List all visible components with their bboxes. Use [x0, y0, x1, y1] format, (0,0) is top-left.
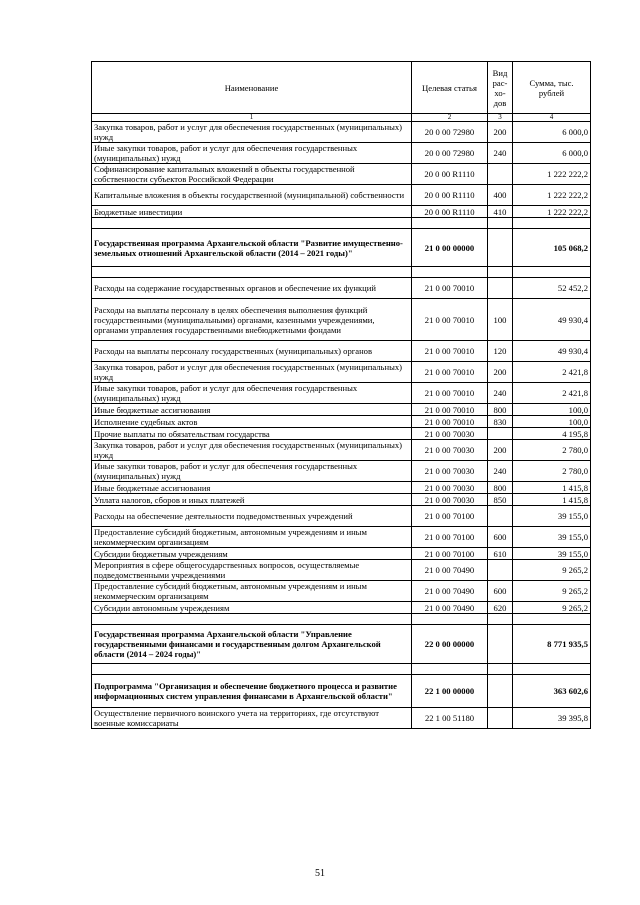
table-row [92, 527, 591, 548]
name-cell: Предоставление субсидий бюджетным, автономным учреждениям и иным некоммерческим организациям [92, 581, 412, 602]
expense-type-cell [488, 506, 513, 527]
spacer-row [92, 218, 591, 229]
code-cell: 22 0 00 00000 [412, 625, 488, 664]
expense-type-cell: 400 [488, 185, 513, 206]
expense-type-cell: 410 [488, 206, 513, 218]
name-cell: Софинансирование капитальных вложений в объекты государственной собственности субъектов Российской Федерации [92, 164, 412, 185]
expense-type-cell: 120 [488, 341, 513, 362]
spacer-row [92, 664, 591, 675]
spacer-cell [488, 664, 513, 675]
code-cell: 20 0 00 72980 [412, 143, 488, 164]
table-row [92, 122, 591, 143]
table-row [92, 416, 591, 428]
amount-cell: 1 415,8 [513, 482, 591, 494]
table-row [92, 206, 591, 218]
spacer-row [92, 267, 591, 278]
expense-type-cell [488, 278, 513, 299]
spacer-cell [92, 218, 412, 229]
table-row [92, 185, 591, 206]
expense-type-cell: 600 [488, 581, 513, 602]
table-row [92, 548, 591, 560]
amount-cell: 39 155,0 [513, 548, 591, 560]
spacer-cell [488, 218, 513, 229]
table-row [92, 383, 591, 404]
code-cell: 21 0 00 70030 [412, 428, 488, 440]
expense-type-cell [488, 560, 513, 581]
amount-cell: 2 780,0 [513, 440, 591, 461]
code-cell: 21 0 00 00000 [412, 229, 488, 267]
name-cell: Иные закупки товаров, работ и услуг для обеспечения государственных (муниципальных) нужд [92, 383, 412, 404]
code-cell: 21 0 00 70030 [412, 461, 488, 482]
name-cell: Закупка товаров, работ и услуг для обеспечения государственных (муниципальных) нужд [92, 440, 412, 461]
code-cell: 21 0 00 70100 [412, 506, 488, 527]
table-row [92, 482, 591, 494]
spacer-cell [92, 267, 412, 278]
table-row [92, 143, 591, 164]
code-cell: 21 0 00 70010 [412, 416, 488, 428]
table-row [92, 428, 591, 440]
name-cell: Иные закупки товаров, работ и услуг для обеспечения государственных (муниципальных) нужд [92, 461, 412, 482]
amount-cell: 105 068,2 [513, 229, 591, 267]
header-target-article: Целевая статья [412, 62, 488, 114]
amount-cell: 39 155,0 [513, 527, 591, 548]
spacer-cell [92, 614, 412, 625]
amount-cell: 2 421,8 [513, 383, 591, 404]
spacer-cell [92, 664, 412, 675]
code-cell: 22 1 00 00000 [412, 675, 488, 708]
name-cell: Прочие выплаты по обязательствам государства [92, 428, 412, 440]
name-cell: Иные бюджетные ассигнования [92, 482, 412, 494]
expense-type-cell: 240 [488, 143, 513, 164]
expense-type-cell: 620 [488, 602, 513, 614]
page-number: 51 [315, 868, 325, 879]
amount-cell: 6 000,0 [513, 143, 591, 164]
code-cell: 21 0 00 70490 [412, 602, 488, 614]
expense-type-cell [488, 625, 513, 664]
name-cell: Предоставление субсидий бюджетным, автономным учреждениям и иным некоммерческим организациям [92, 527, 412, 548]
spacer-row [92, 614, 591, 625]
spacer-cell [513, 267, 591, 278]
expense-type-cell [488, 675, 513, 708]
expense-type-cell: 100 [488, 299, 513, 341]
amount-cell: 2 421,8 [513, 362, 591, 383]
expense-type-cell: 830 [488, 416, 513, 428]
table-row [92, 708, 591, 729]
program-row [92, 675, 591, 708]
code-cell: 21 0 00 70010 [412, 341, 488, 362]
name-cell: Иные бюджетные ассигнования [92, 404, 412, 416]
expense-type-cell [488, 708, 513, 729]
expense-type-cell: 600 [488, 527, 513, 548]
name-cell: Закупка товаров, работ и услуг для обеспечения государственных (муниципальных) нужд [92, 362, 412, 383]
table-row [92, 164, 591, 185]
table-row [92, 440, 591, 461]
name-cell: Субсидии бюджетным учреждениям [92, 548, 412, 560]
table-row [92, 278, 591, 299]
code-cell: 21 0 00 70100 [412, 548, 488, 560]
header-name: Наименование [92, 62, 412, 114]
amount-cell: 8 771 935,5 [513, 625, 591, 664]
amount-cell: 4 195,8 [513, 428, 591, 440]
amount-cell: 1 222 222,2 [513, 164, 591, 185]
amount-cell: 49 930,4 [513, 299, 591, 341]
amount-cell: 1 222 222,2 [513, 206, 591, 218]
code-cell: 21 0 00 70010 [412, 299, 488, 341]
amount-cell: 363 602,6 [513, 675, 591, 708]
amount-cell: 9 265,2 [513, 581, 591, 602]
name-cell: Расходы на обеспечение деятельности подведомственных учреждений [92, 506, 412, 527]
column-number-row [92, 114, 591, 122]
column-number: 4 [513, 114, 591, 122]
code-cell: 21 0 00 70010 [412, 362, 488, 383]
code-cell: 21 0 00 70100 [412, 527, 488, 548]
code-cell: 22 1 00 51180 [412, 708, 488, 729]
expense-type-cell: 200 [488, 440, 513, 461]
name-cell: Расходы на содержание государственных органов и обеспечение их функций [92, 278, 412, 299]
amount-cell: 1 222 222,2 [513, 185, 591, 206]
expense-type-cell: 610 [488, 548, 513, 560]
table-row [92, 581, 591, 602]
name-cell: Расходы на выплаты персоналу в целях обеспечения выполнения функций государственными (муниципальными) органами, казенными учреждениями, органами управления государственными внебюджетными фондами [92, 299, 412, 341]
amount-cell: 39 155,0 [513, 506, 591, 527]
budget-table-body [92, 62, 591, 729]
amount-cell: 100,0 [513, 404, 591, 416]
expense-type-cell: 200 [488, 362, 513, 383]
expense-type-cell: 850 [488, 494, 513, 506]
name-cell: Осуществление первичного воинского учета на территориях, где отсутствуют военные комиссариаты [92, 708, 412, 729]
spacer-cell [412, 267, 488, 278]
code-cell: 21 0 00 70490 [412, 581, 488, 602]
expense-type-cell: 240 [488, 383, 513, 404]
amount-cell: 9 265,2 [513, 560, 591, 581]
table-row [92, 362, 591, 383]
amount-cell: 52 452,2 [513, 278, 591, 299]
spacer-cell [513, 614, 591, 625]
table-row [92, 404, 591, 416]
expense-type-cell: 200 [488, 122, 513, 143]
amount-cell: 39 395,8 [513, 708, 591, 729]
code-cell: 21 0 00 70010 [412, 278, 488, 299]
spacer-cell [513, 664, 591, 675]
spacer-cell [513, 218, 591, 229]
spacer-cell [412, 614, 488, 625]
column-number: 3 [488, 114, 513, 122]
amount-cell: 100,0 [513, 416, 591, 428]
code-cell: 20 0 00 R1110 [412, 206, 488, 218]
column-number: 2 [412, 114, 488, 122]
code-cell: 21 0 00 70030 [412, 482, 488, 494]
expense-type-cell: 800 [488, 404, 513, 416]
expense-type-cell [488, 428, 513, 440]
code-cell: 21 0 00 70030 [412, 494, 488, 506]
code-cell: 21 0 00 70490 [412, 560, 488, 581]
expense-type-cell: 240 [488, 461, 513, 482]
expense-type-cell [488, 164, 513, 185]
code-cell: 21 0 00 70010 [412, 404, 488, 416]
name-cell: Закупка товаров, работ и услуг для обеспечения государственных (муниципальных) нужд [92, 122, 412, 143]
table-header-row [92, 62, 591, 114]
name-cell: Государственная программа Архангельской области "Управление государственными финансами и государственным долгом Архангельской области (2014 – 2024 годы)" [92, 625, 412, 664]
amount-cell: 9 265,2 [513, 602, 591, 614]
table-row [92, 602, 591, 614]
table-row [92, 494, 591, 506]
header-amount: Сумма, тыс. рублей [513, 62, 591, 114]
table-row [92, 299, 591, 341]
code-cell: 21 0 00 70030 [412, 440, 488, 461]
spacer-cell [412, 664, 488, 675]
amount-cell: 49 930,4 [513, 341, 591, 362]
header-expense-type: Вид рас-хо-дов [488, 62, 513, 114]
name-cell: Государственная программа Архангельской области "Развитие имущественно-земельных отношений Архангельской области (2014 – 2021 годы)" [92, 229, 412, 267]
amount-cell: 1 415,8 [513, 494, 591, 506]
table-row [92, 506, 591, 527]
name-cell: Исполнение судебных актов [92, 416, 412, 428]
code-cell: 20 0 00 R1110 [412, 185, 488, 206]
spacer-cell [488, 614, 513, 625]
code-cell: 20 0 00 72980 [412, 122, 488, 143]
expense-type-cell: 800 [488, 482, 513, 494]
code-cell: 21 0 00 70010 [412, 383, 488, 404]
name-cell: Подпрограмма "Организация и обеспечение бюджетного процесса и развитие информационных систем управления финансами в Архангельской области" [92, 675, 412, 708]
name-cell: Бюджетные инвестиции [92, 206, 412, 218]
name-cell: Мероприятия в сфере общегосударственных вопросов, осуществляемые подведомственными учреждениями [92, 560, 412, 581]
name-cell: Субсидии автономным учреждениям [92, 602, 412, 614]
code-cell: 20 0 00 R1110 [412, 164, 488, 185]
amount-cell: 6 000,0 [513, 122, 591, 143]
expense-type-cell [488, 229, 513, 267]
spacer-cell [412, 218, 488, 229]
budget-table [91, 61, 591, 729]
table-row [92, 341, 591, 362]
name-cell: Иные закупки товаров, работ и услуг для обеспечения государственных (муниципальных) нужд [92, 143, 412, 164]
table-row [92, 560, 591, 581]
spacer-cell [488, 267, 513, 278]
name-cell: Капитальные вложения в объекты государственной (муниципальной) собственности [92, 185, 412, 206]
column-number: 1 [92, 114, 412, 122]
program-row [92, 229, 591, 267]
name-cell: Уплата налогов, сборов и иных платежей [92, 494, 412, 506]
program-row [92, 625, 591, 664]
name-cell: Расходы на выплаты персоналу государственных (муниципальных) органов [92, 341, 412, 362]
amount-cell: 2 780,0 [513, 461, 591, 482]
table-row [92, 461, 591, 482]
